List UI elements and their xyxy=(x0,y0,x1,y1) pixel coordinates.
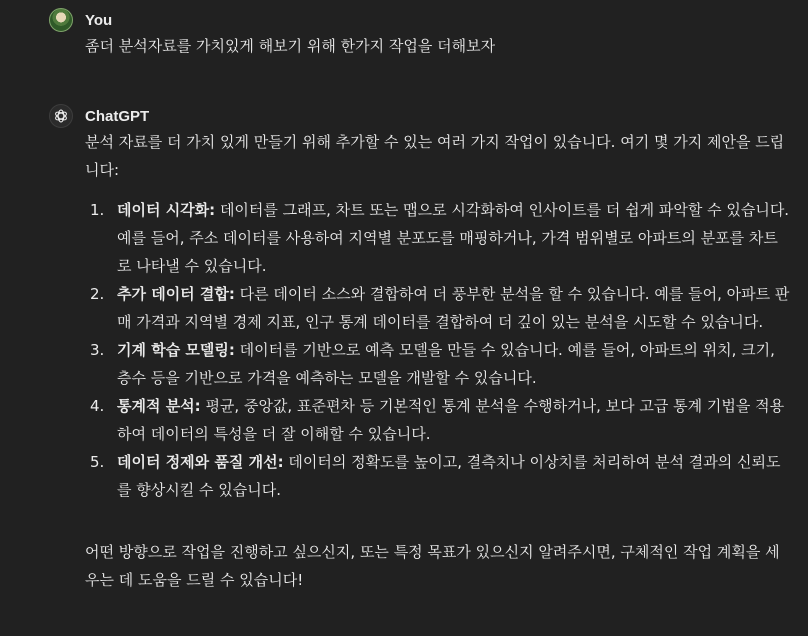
list-item-number: 2. xyxy=(90,285,105,303)
list-item-text xyxy=(117,280,790,336)
list-item xyxy=(85,392,790,448)
list-item-title: 통계적 분석: xyxy=(117,397,201,415)
list-item xyxy=(85,196,790,280)
list-item-text xyxy=(117,392,790,448)
suggestion-list xyxy=(85,196,790,504)
assistant-message-header xyxy=(49,104,790,128)
list-item-text xyxy=(117,448,790,504)
list-item-number: 5. xyxy=(90,453,105,471)
user-message-header xyxy=(49,8,790,32)
list-item-title: 데이터 정제와 품질 개선: xyxy=(117,453,284,471)
list-item xyxy=(85,280,790,336)
list-item-description: 데이터의 정확도를 높이고, 결측치나 이상치를 처리하여 분석 결과의 신뢰도를 향상시킬 수 있습니다. xyxy=(117,453,781,499)
list-item-text xyxy=(117,336,790,392)
list-item-title: 데이터 시각화: xyxy=(117,201,216,219)
user-avatar-icon xyxy=(49,8,73,32)
list-item xyxy=(85,336,790,392)
openai-logo-icon xyxy=(49,104,73,128)
assistant-outro: 어떤 방향으로 작업을 진행하고 싶으신지, 또는 특정 목표가 있으신지 알려주시면, 구체적인 작업 계획을 세우는 데 도움을 드릴 수 있습니다! xyxy=(85,543,780,589)
list-item-title: 기계 학습 모델링: xyxy=(117,341,235,359)
list-item-description: 다른 데이터 소스와 결합하여 더 풍부한 분석을 할 수 있습니다. 예를 들어, 아파트 판매 가격과 지역별 경제 지표, 인구 통계 데이터를 결합하여 더 깊이 있는 분석을 시도할 수 있습니다. xyxy=(117,285,790,331)
list-item-number: 1. xyxy=(90,201,105,219)
assistant-message xyxy=(49,104,790,609)
list-item-description: 평균, 중앙값, 표준편차 등 기본적인 통계 분석을 수행하거나, 보다 고급 통계 기법을 적용하여 데이터의 특성을 더 잘 이해할 수 있습니다. xyxy=(117,397,785,443)
list-item xyxy=(85,448,790,504)
user-message-text: 좀더 분석자료를 가치있게 해보기 위해 한가지 작업을 더해보자 xyxy=(85,37,496,55)
list-item-number: 4. xyxy=(90,397,105,415)
list-item-description: 데이터를 그래프, 차트 또는 맵으로 시각화하여 인사이트를 더 쉽게 파악할 수 있습니다. 예를 들어, 주소 데이터를 사용하여 지역별 분포도를 매핑하거나, 가격 범위별로 아파트의 분포를 차트로 나타낼 수 있습니다. xyxy=(117,201,790,275)
assistant-intro: 분석 자료를 더 가치 있게 만들기 위해 추가할 수 있는 여러 가지 작업이 있습니다. 여기 몇 가지 제안을 드립니다: xyxy=(85,133,785,179)
list-item-text xyxy=(117,196,790,280)
assistant-message-body xyxy=(85,128,790,594)
assistant-name: ChatGPT xyxy=(85,107,150,125)
user-name: You xyxy=(85,11,113,29)
list-item-description: 데이터를 기반으로 예측 모델을 만들 수 있습니다. 예를 들어, 아파트의 위치, 크기, 층수 등을 기반으로 가격을 예측하는 모델을 개발할 수 있습니다. xyxy=(117,341,775,387)
list-item-title: 추가 데이터 결합: xyxy=(117,285,235,303)
list-item-number: 3. xyxy=(90,341,105,359)
user-message xyxy=(49,8,790,60)
